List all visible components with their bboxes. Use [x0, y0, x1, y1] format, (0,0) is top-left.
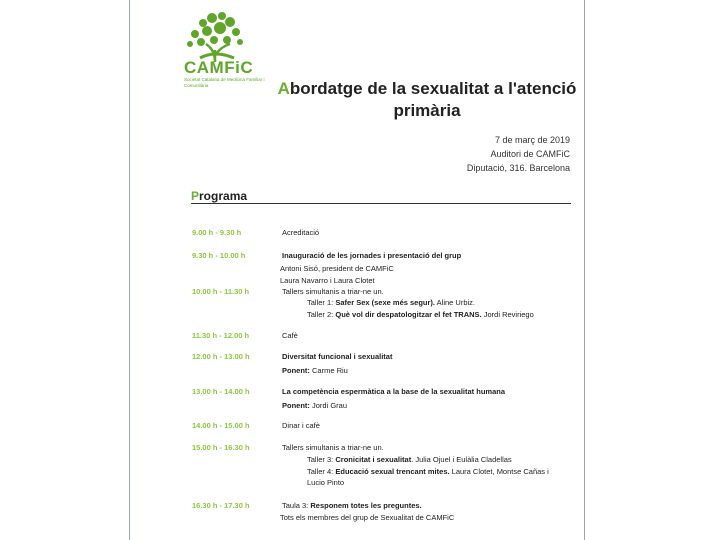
program-item: Diversitat funcional i sexualitat	[282, 352, 393, 361]
workshop-line	[307, 467, 549, 476]
speaker-label: Ponent:	[282, 366, 310, 375]
divider	[191, 203, 571, 204]
title-initial: A	[277, 79, 290, 98]
table-label: Taula 3:	[282, 501, 311, 510]
program-item: La competència espermàtica a la base de la sexualitat humana	[282, 387, 506, 396]
workshop-line	[307, 455, 512, 464]
page-title	[277, 78, 577, 122]
speaker-line: Antoni Sisó, president de CAMFiC	[280, 264, 394, 273]
speaker-label: Ponent:	[282, 401, 310, 410]
event-date: 7 de març de 2019	[494, 135, 570, 145]
time-slot: 13.00 h - 14.00 h	[192, 387, 250, 396]
program-item	[282, 501, 422, 510]
speaker-name: Jordi Grau	[309, 401, 348, 410]
time-slot: 9.30 h - 10.00 h	[192, 251, 246, 260]
time-slot: 12.00 h - 13.00 h	[192, 352, 250, 361]
program-heading-rest: rograma	[199, 189, 248, 203]
logo-name: CAMFiC	[184, 58, 254, 77]
workshop-label: Taller 1:	[307, 298, 336, 307]
time-slot: 15.00 h - 16.30 h	[192, 443, 250, 452]
workshop-title: Educació sexual trencant mites.	[335, 467, 450, 476]
program-document	[129, 0, 585, 540]
workshop-label: Taller 3:	[307, 455, 336, 464]
program-item: Tallers simultanis a triar-ne un.	[282, 287, 384, 296]
time-slot: 16.30 h - 17.30 h	[192, 501, 250, 510]
program-item: Acreditació	[282, 228, 320, 237]
title-line-1: bordatge de la sexualitat a l'atenció	[289, 79, 577, 98]
program-heading-initial: P	[191, 189, 200, 203]
program-item: Tallers simultanis a triar-ne un.	[282, 443, 384, 452]
time-slot: 10.00 h - 11.30 h	[192, 287, 250, 296]
event-venue: Auditori de CAMFiC	[490, 149, 570, 159]
program-heading	[191, 189, 247, 203]
time-slot: 11.30 h - 12.00 h	[192, 331, 250, 340]
speaker-line: Laura Navarro i Laura Clotet	[280, 276, 375, 285]
workshop-label: Taller 4:	[307, 467, 336, 476]
event-address: Diputació, 316. Barcelona	[466, 163, 570, 173]
workshop-line	[307, 310, 534, 319]
table-title: Responem totes les preguntes.	[310, 501, 422, 510]
speaker-line: Tots els membres del grup de Sexualitat de CAMFiC	[280, 513, 455, 522]
workshop-speaker: . Julia Ojuel i Eulàlia Cladellas	[411, 455, 512, 464]
program-item: Dinar i cafè	[282, 421, 320, 430]
program-item: Cafè	[282, 331, 298, 340]
title-line-2: primària	[393, 101, 461, 120]
speaker-name: Carme Riu	[309, 366, 348, 375]
workshop-speaker: Aline Urbiz.	[435, 298, 476, 307]
workshop-title: Safer Sex (sexe més segur).	[335, 298, 435, 307]
logo-tagline: Societat Catalana de Medicina Familiar i Comunitària	[184, 77, 265, 88]
time-slot: 14.00 h - 15.00 h	[192, 421, 250, 430]
speaker-line	[282, 366, 348, 375]
speaker-line	[282, 401, 347, 410]
time-slot: 9.00 h - 9.30 h	[192, 228, 242, 237]
workshop-title: Què vol dir despatologitzar el fet TRANS.	[335, 310, 482, 319]
workshop-title: Cronicitat i sexualitat	[335, 455, 412, 464]
event-info	[467, 133, 570, 175]
workshop-line	[307, 298, 475, 307]
workshop-label: Taller 2:	[307, 310, 336, 319]
workshop-speaker: Laura Clotet, Montse Cañas i	[449, 467, 549, 476]
workshop-speaker: Jordi Reviriego	[481, 310, 534, 319]
program-item: Inauguració de les jornades i presentació del grup	[282, 251, 462, 260]
workshop-line-continued: Lucio Pinto	[307, 478, 345, 487]
